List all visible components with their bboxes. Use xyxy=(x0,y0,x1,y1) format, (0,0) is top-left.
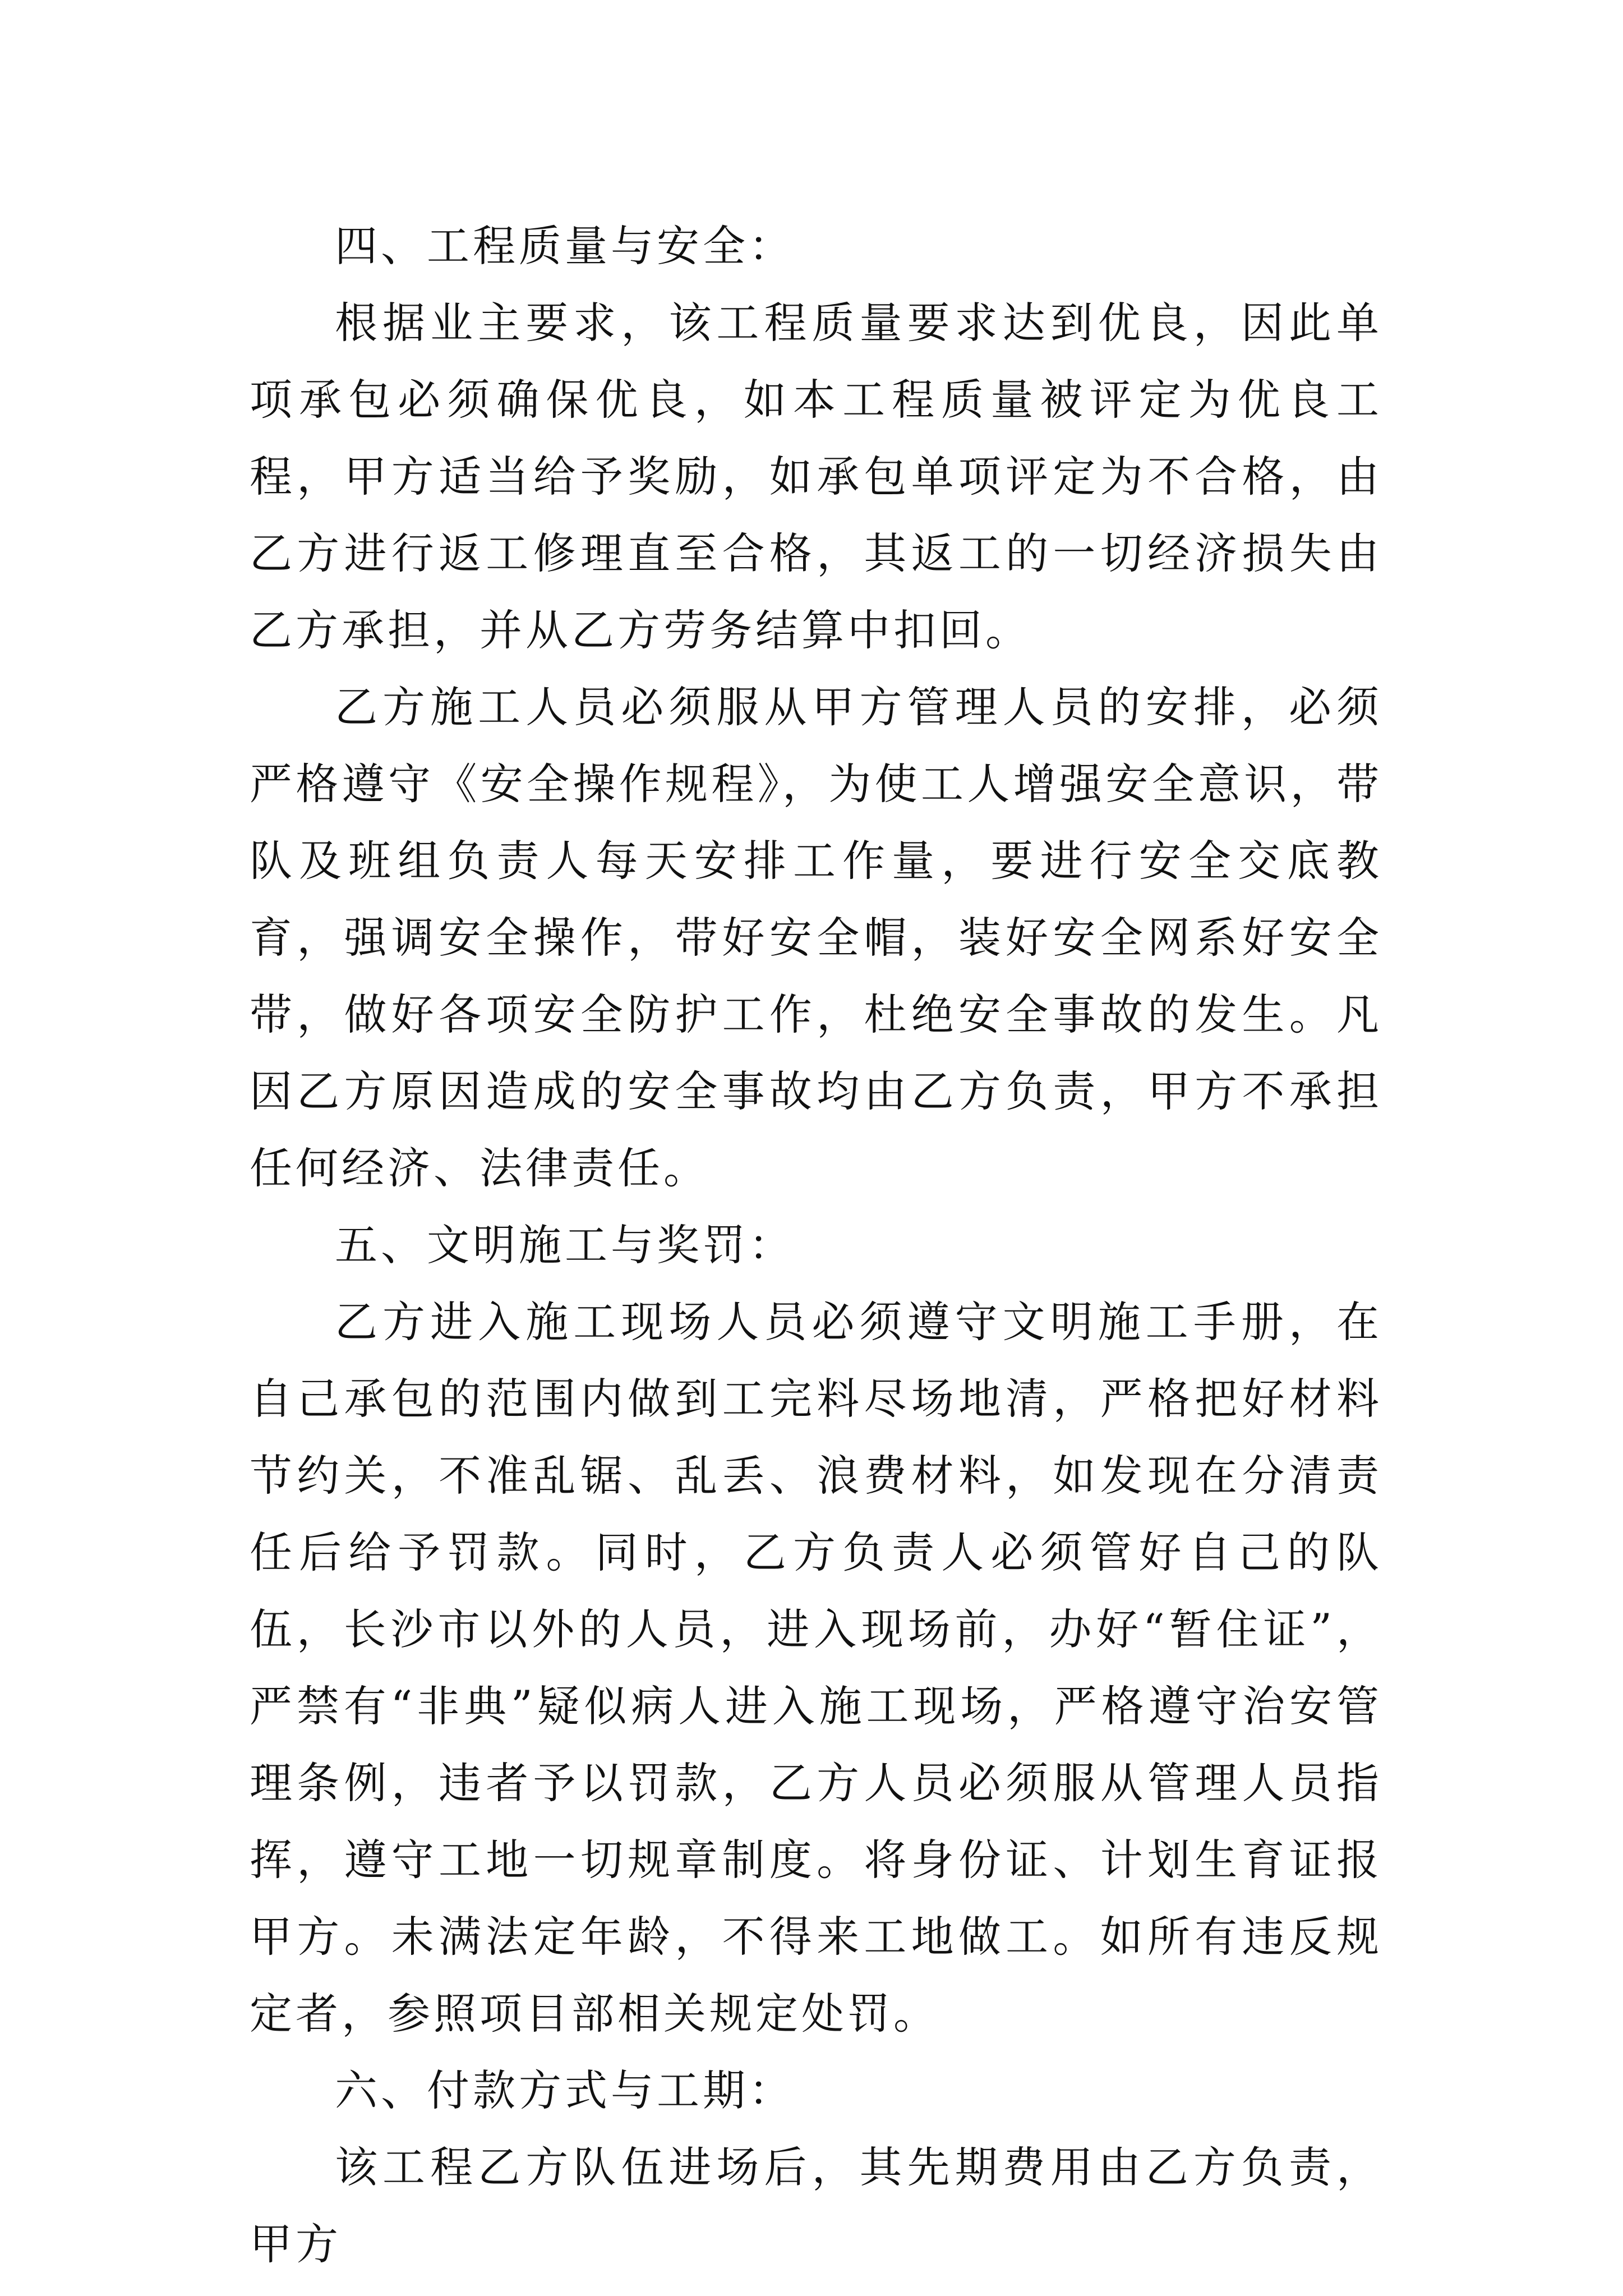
paragraph-payment: 该工程乙方队伍进场后，其先期费用由乙方负责，甲方 xyxy=(250,2142,1382,2269)
paragraph-safety: 乙方施工人员必须服从甲方管理人员的安排，必须严格遵守《安全操作规程》，为使工人增强安全意识，带队及班组负责人每天安排工作量，要进行安全交底教育，强调安全操作，带好安全帽，装好安全网系好安全带，做好各项安全防护工作，杜绝安全事故的发生。凡因乙方原因造成的安全事故均由乙方负责，甲方不承担任何经济、法律责任。 xyxy=(250,682,1382,1193)
paragraph-civilized-construction: 乙方进入施工现场人员必须遵守文明施工手册，在自己承包的范围内做到工完料尽场地清，严格把好材料节约关，不准乱锯、乱丢、浪费材料，如发现在分清责任后给予罚款。同时，乙方负责人必须管好自己的队伍，长沙市以外的人员，进入现场前，办好“暂住证”，严禁有“非典”疑似病人进入施工现场，严格遵守治安管理条例，违者予以罚款，乙方人员必须服从管理人员指挥，遵守工地一切规章制度。将身份证、计划生育证报甲方。未满法定年龄，不得来工地做工。如所有违反规定者，参照项目部相关规定处罚。 xyxy=(250,1297,1382,2039)
section-heading-payment-schedule: 六、付款方式与工期： xyxy=(335,2065,795,2115)
section-heading-civilized-construction: 五、文明施工与奖罚： xyxy=(335,1220,795,1270)
section-heading-quality-safety: 四、工程质量与安全： xyxy=(335,221,795,271)
paragraph-quality: 根据业主要求，该工程质量要求达到优良，因此单项承包必须确保优良，如本工程质量被评定为优良工程，甲方适当给予奖励，如承包单项评定为不合格，由乙方进行返工修理直至合格，其返工的一切经济损失由乙方承担，并从乙方劳务结算中扣回。 xyxy=(250,298,1382,655)
document-body xyxy=(250,208,1382,2283)
